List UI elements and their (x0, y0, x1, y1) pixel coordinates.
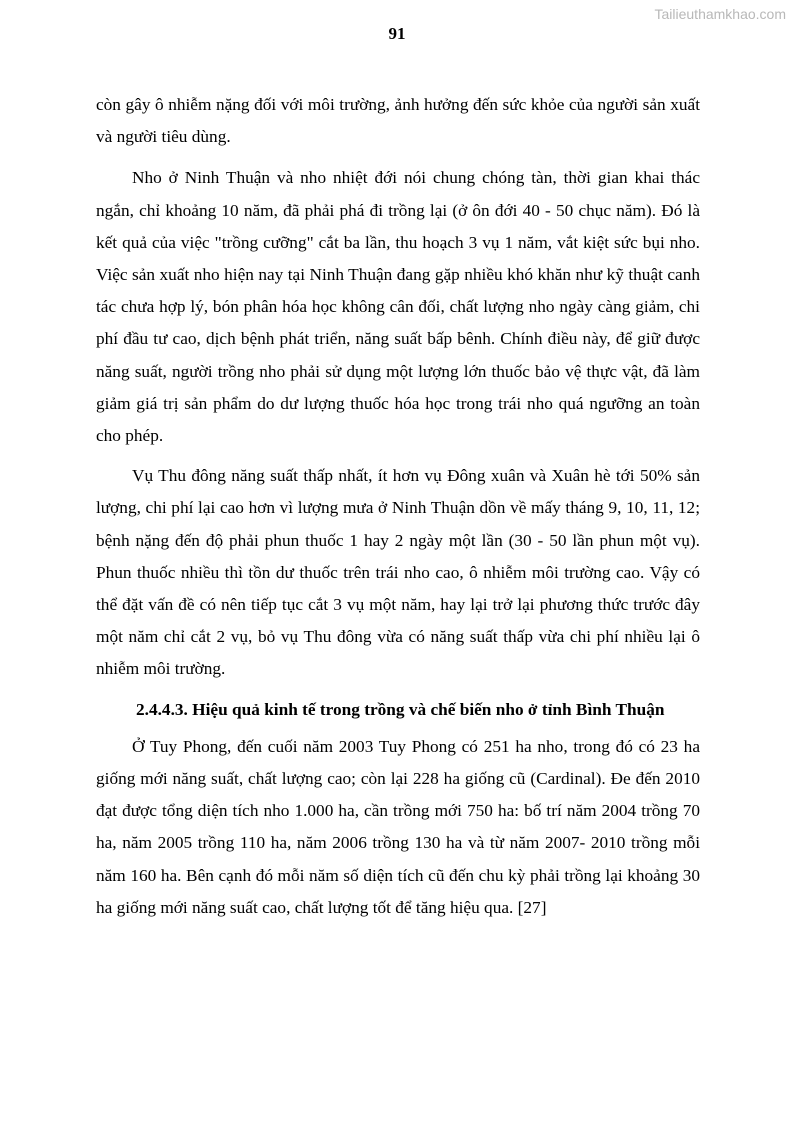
paragraph-continuation: còn gây ô nhiễm nặng đối với môi trường, ảnh hưởng đến sức khỏe của người sản xuất và người tiêu dùng. (96, 95, 700, 147)
document-body (96, 89, 700, 932)
paragraph-autumn-winter-season: Vụ Thu đông năng suất thấp nhất, ít hơn vụ Đông xuân và Xuân hè tới 50% sản lượng, chi phí lại cao hơn vì lượng mưa ở Ninh Thuận dồn về mấy tháng 9, 10, 11, 12; bệnh nặng đến độ phải phun thuốc 1 hay 2 ngày một lần (30 - 50 lần phun một vụ). Phun thuốc nhiều thì tồn dư thuốc trên trái nho cao, ô nhiễm môi trường cao. Vậy có thể đặt vấn đề có nên tiếp tục cắt 3 vụ một năm, hay lại trở lại phương thức trước đây một năm chỉ cắt 2 vụ, bỏ vụ Thu đông vừa có năng suất thấp vừa chi phí nhiều lại ô nhiễm môi trường. (96, 466, 700, 679)
paragraph-ninh-thuan-grapes: Nho ở Ninh Thuận và nho nhiệt đới nói chung chóng tàn, thời gian khai thác ngắn, chỉ khoảng 10 năm, đã phải phá đi trồng lại (ở ôn đới 40 - 50 chục năm). Đó là kết quả của việc "trồng cưỡng" cắt ba lần, thu hoạch 3 vụ 1 năm, vắt kiệt sức bụi nho. Việc sản xuất nho hiện nay tại Ninh Thuận đang gặp nhiều khó khăn như kỹ thuật canh tác chưa hợp lý, bón phân hóa học không cân đối, chất lượng nho ngày càng giảm, chi phí đầu tư cao, dịch bệnh phát triển, năng suất bấp bênh. Chính điều này, để giữ được năng suất, người trồng nho phải sử dụng một lượng lớn thuốc bảo vệ thực vật, đã làm giảm giá trị sản phẩm do dư lượng thuốc hóa học trong trái nho quá ngưỡng an toàn cho phép. (96, 168, 700, 446)
watermark: Tailieuthamkhao.com (654, 6, 786, 22)
section-heading: 2.4.4.3. Hiệu quả kinh tế trong trồng và chế biến nho ở tỉnh Bình Thuận (136, 699, 665, 719)
page-number: 91 (388, 24, 406, 43)
paragraph-tuy-phong: Ở Tuy Phong, đến cuối năm 2003 Tuy Phong có 251 ha nho, trong đó có 23 ha giống mới năng suất, chất lượng cao; còn lại 228 ha giống cũ (Cardinal). Đe đến 2010 đạt được tổng diện tích nho 1.000 ha, cần trồng mới 750 ha: bố trí năm 2004 trồng 70 ha, năm 2005 trồng 110 ha, năm 2006 trồng 130 ha và từ năm 2007- 2010 trồng mỗi năm 160 ha. Bên cạnh đó mỗi năm số diện tích cũ đến chu kỳ phải trồng lại khoảng 30 ha giống mới năng suất cao, chất lượng tốt để tăng hiệu qua. [27] (96, 736, 700, 917)
